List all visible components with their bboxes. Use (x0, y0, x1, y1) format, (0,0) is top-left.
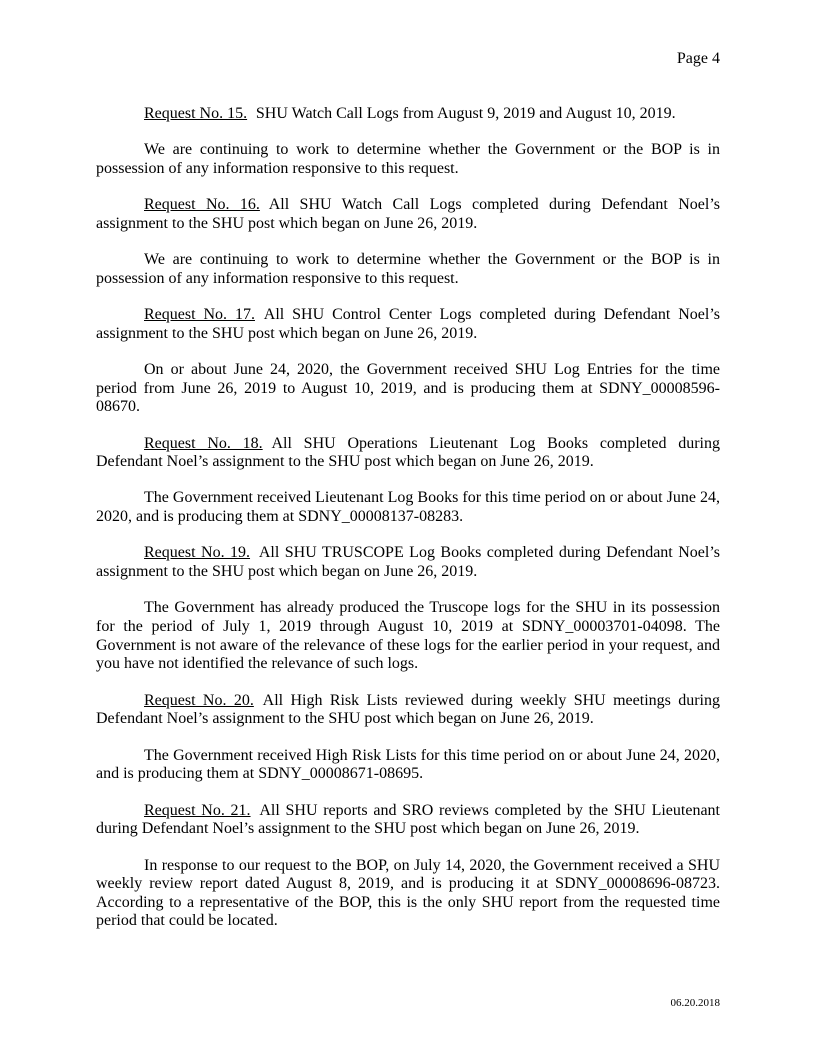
request-text: All SHU Watch Call Logs completed during Defendant Noel’s assignment to the SHU post which began on June 26, 2019. (96, 195, 720, 232)
response-paragraph: The Government received Lieutenant Log Books for this time period on or about June 24, 2020, and is producing them at SDNY_00008137-08283. (96, 489, 720, 526)
request-text: All High Risk Lists reviewed during weekly SHU meetings during Defendant Noel’s assignment to the SHU post which began on June 26, 2019. (96, 691, 721, 728)
request-label: Request No. 18. (144, 434, 263, 452)
request-text: All SHU reports and SRO reviews completed by the SHU Lieutenant during Defendant Noel’s assignment to the SHU post which began on June 26, 2019. (96, 801, 720, 838)
request-label: Request No. 16. (144, 195, 260, 213)
request-paragraph (96, 105, 720, 124)
request-text: All SHU Operations Lieutenant Log Books completed during Defendant Noel’s assignment to the SHU post which began on June 26, 2019. (96, 434, 721, 471)
request-paragraph (96, 306, 720, 343)
request-paragraph (96, 196, 720, 233)
document-body (96, 105, 720, 931)
request-label: Request No. 15. (144, 104, 248, 122)
request-paragraph (96, 435, 720, 472)
page-number: Page 4 (676, 50, 720, 67)
request-label: Request No. 21. (144, 801, 251, 819)
response-paragraph: We are continuing to work to determine whether the Government or the BOP is in possession of any information responsive to this request. (96, 250, 720, 287)
response-paragraph: In response to our request to the BOP, on July 14, 2020, the Government received a SHU weekly review report dated August 8, 2019, and is producing it at SDNY_00008696-08723. According to a representative of the BOP, this is the only SHU report from the requested time period that could be located. (96, 856, 720, 930)
response-paragraph: We are continuing to work to determine whether the Government or the BOP is in possession of any information responsive to this request. (96, 140, 720, 177)
footer-date: 06.20.2018 (670, 997, 720, 1009)
request-label: Request No. 20. (144, 691, 254, 709)
response-paragraph: On or about June 24, 2020, the Government received SHU Log Entries for the time period from June 26, 2019 to August 10, 2019, and is producing them at SDNY_00008596-08670. (96, 360, 720, 416)
request-paragraph (96, 692, 720, 729)
request-paragraph (96, 544, 720, 581)
request-paragraph (96, 802, 720, 839)
request-label: Request No. 19. (144, 544, 251, 562)
response-paragraph: The Government received High Risk Lists for this time period on or about June 24, 2020, and is producing them at SDNY_00008671-08695. (96, 746, 720, 783)
request-text: SHU Watch Call Logs from August 9, 2019 and August 10, 2019. (255, 104, 676, 122)
response-paragraph: The Government has already produced the Truscope logs for the SHU in its possession for the period of July 1, 2019 through August 10, 2019 at SDNY_00003701-04098. The Government is not aware of the relevance of these logs for the earlier period in your request, and you have not identified the relevance of such logs. (96, 599, 720, 673)
request-text: All SHU TRUSCOPE Log Books completed during Defendant Noel’s assignment to the SHU post which began on June 26, 2019. (96, 544, 720, 581)
request-label: Request No. 17. (144, 305, 255, 323)
request-text: All SHU Control Center Logs completed during Defendant Noel’s assignment to the SHU post which began on June 26, 2019. (96, 305, 721, 342)
